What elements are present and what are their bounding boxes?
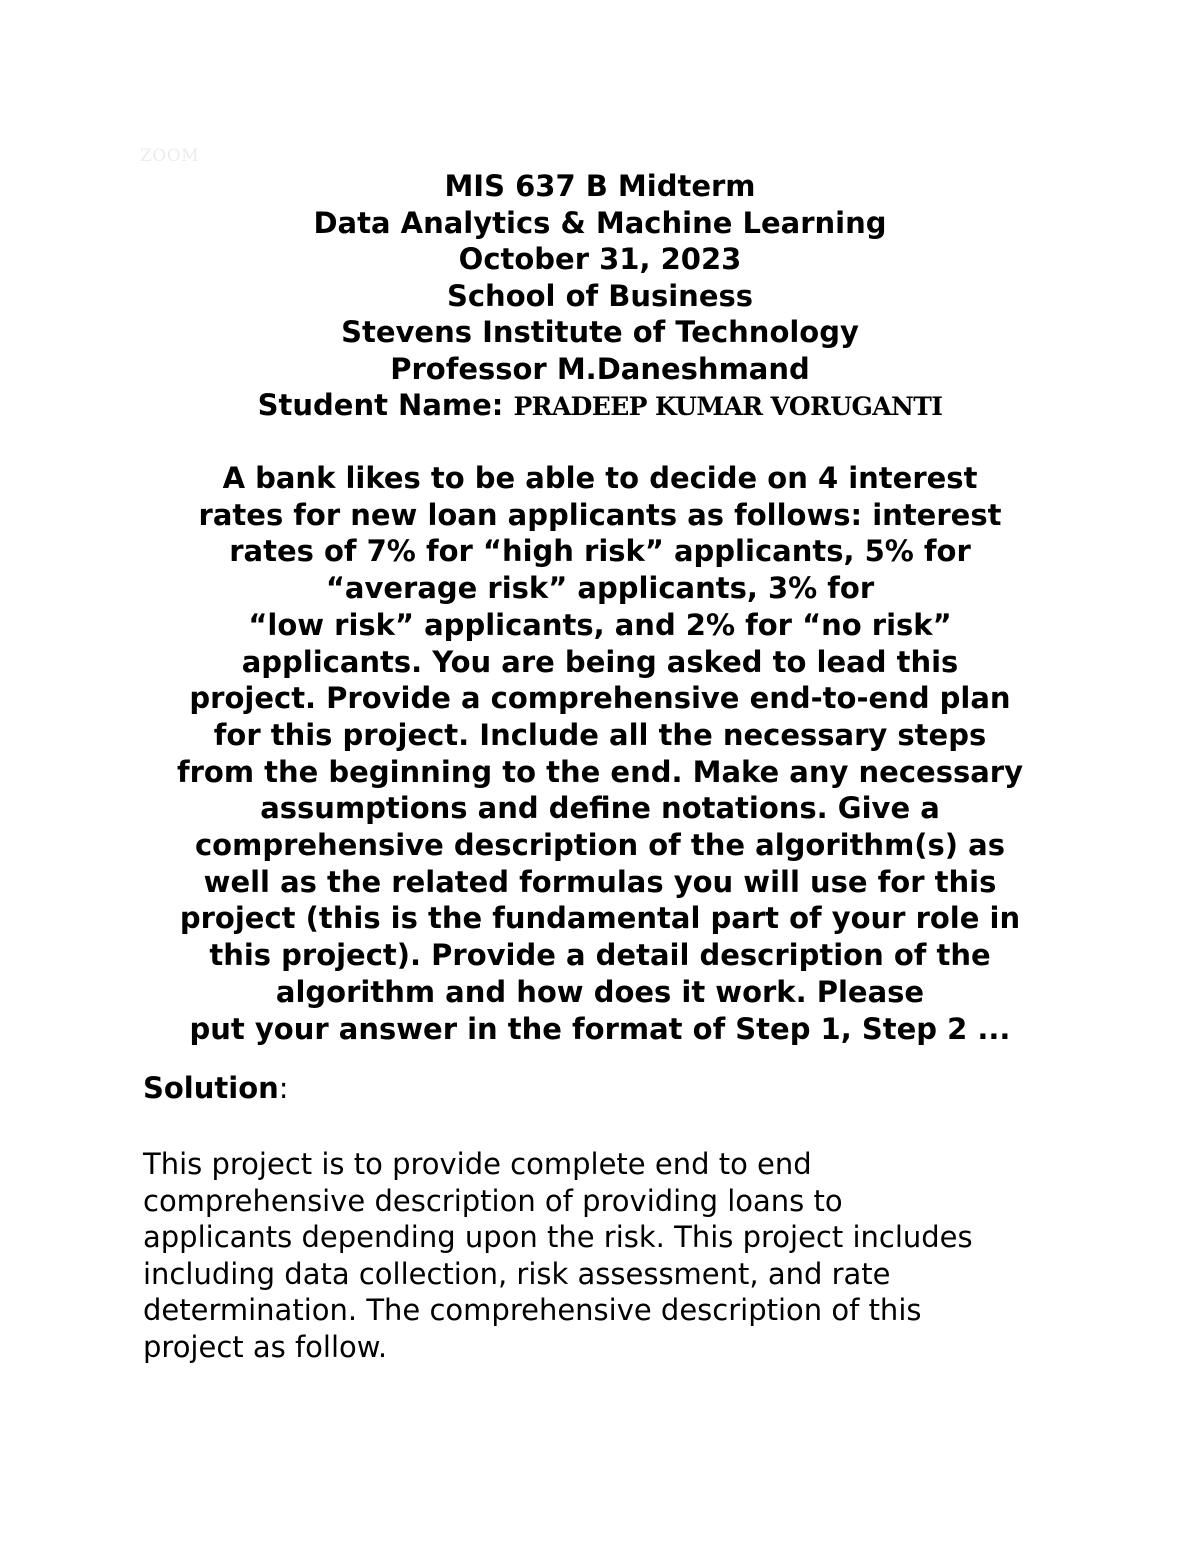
question-line: assumptions and define notations. Give a [260, 791, 940, 826]
school-name: School of Business [446, 278, 754, 313]
student-name-value: PRADEEP KUMAR VORUGANTI [513, 392, 943, 421]
question-line: this project). Provide a detail description of the [209, 938, 991, 973]
question-line: for this project. Include all the necessary steps [213, 717, 987, 752]
solution-heading [143, 1070, 289, 1106]
question-line: rates of 7% for “high risk” applicants, 5% for [229, 534, 971, 569]
solution-line: determination. The comprehensive description of this [143, 1293, 922, 1328]
professor-name: Professor M.Daneshmand [390, 351, 810, 386]
solution-line: applicants depending upon the risk. This project includes [143, 1220, 973, 1255]
question-line: project. Provide a comprehensive end-to-end plan [189, 681, 1011, 716]
question-line: algorithm and how does it work. Please [275, 974, 925, 1009]
student-name-label: Student Name: [257, 388, 514, 422]
document-header [100, 168, 1100, 426]
question-line: A bank likes to be able to decide on 4 interest [222, 461, 978, 495]
watermark: ZOOM [140, 146, 200, 166]
question-line: project (this is the fundamental part of your role in [179, 901, 1021, 936]
solution-line: comprehensive description of providing loans to [143, 1183, 843, 1218]
solution-line: This project is to provide complete end to end [143, 1147, 812, 1181]
solution-line: including data collection, risk assessment, and rate [143, 1256, 891, 1291]
question-line: well as the related formulas you will use for this [203, 864, 997, 899]
student-line [100, 387, 1100, 426]
question-line: “average risk” applicants, 3% for [325, 571, 875, 606]
course-title: MIS 637 B Midterm [444, 169, 756, 203]
question-line: from the beginning to the end. Make any necessary [176, 754, 1023, 789]
question-line: “low risk” applicants, and 2% for “no risk” [248, 607, 952, 642]
question-block [100, 460, 1100, 1047]
solution-body [143, 1146, 1093, 1366]
question-line: applicants. You are being asked to lead this [241, 644, 959, 679]
solution-heading-text: Solution [143, 1071, 279, 1105]
question-line: comprehensive description of the algorithm(s) as [194, 828, 1005, 863]
question-line: rates for new loan applicants as follows: interest [198, 497, 1002, 532]
question-line: put your answer in the format of Step 1, Step 2 ... [189, 1011, 1011, 1046]
institute-name: Stevens Institute of Technology [341, 315, 859, 349]
solution-line: project as follow. [143, 1329, 388, 1364]
solution-heading-colon: : [278, 1071, 289, 1105]
exam-date: October 31, 2023 [458, 242, 742, 276]
course-subject: Data Analytics & Machine Learning [313, 205, 887, 240]
